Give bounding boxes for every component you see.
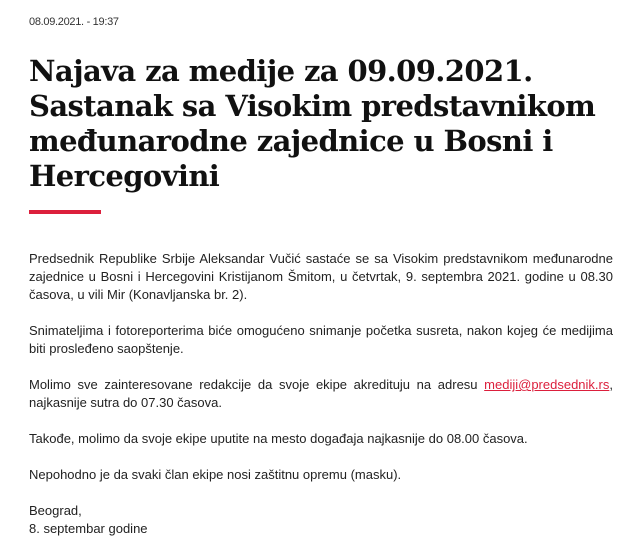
article-title xyxy=(29,54,629,194)
signature-place: Beograd, xyxy=(29,503,82,518)
title-line: međunarodne zajednice u Bosni i xyxy=(29,124,553,158)
publish-date: 08.09.2021. - 19:37 xyxy=(29,16,119,28)
paragraph: Nepohodno je da svaki član ekipe nosi zaštitnu opremu (masku). xyxy=(29,467,402,482)
paragraph xyxy=(29,376,613,412)
email-link[interactable]: mediji@predsednik.rs xyxy=(484,377,610,392)
paragraph: Predsednik Republike Srbije Aleksandar Vučić sastaće se sa Visokim predstavnikom međunarodne zajednice u Bosni i Hercegovini Kristijanom Šmitom, u četvrtak, 9. septembra 2021. godine u 08.30 časova, u vili Mir (Konavljanska br. 2). xyxy=(29,251,613,302)
paragraph: Takođe, molimo da svoje ekipe uputite na mesto događaja najkasnije do 08.00 časova. xyxy=(29,431,528,446)
title-line: Hercegovini xyxy=(29,159,220,193)
article-body xyxy=(29,250,613,538)
paragraph-text: Molimo sve zainteresovane redakcije da svoje ekipe akredituju na adresu xyxy=(29,377,485,392)
title-line: Sastanak sa Visokim predstavnikom xyxy=(29,89,596,123)
signature-date: 8. septembar godine xyxy=(29,521,148,536)
title-divider xyxy=(29,210,101,214)
paragraph-text: , najkasnije sutra do 07.30 časova. xyxy=(29,377,613,410)
title-line: Najava za medije za 09.09.2021. xyxy=(29,54,533,88)
paragraph: Snimateljima i fotoreporterima biće omogućeno snimanje početka susreta, nakon kojeg će medijima biti prosleđeno saopštenje. xyxy=(29,323,613,356)
